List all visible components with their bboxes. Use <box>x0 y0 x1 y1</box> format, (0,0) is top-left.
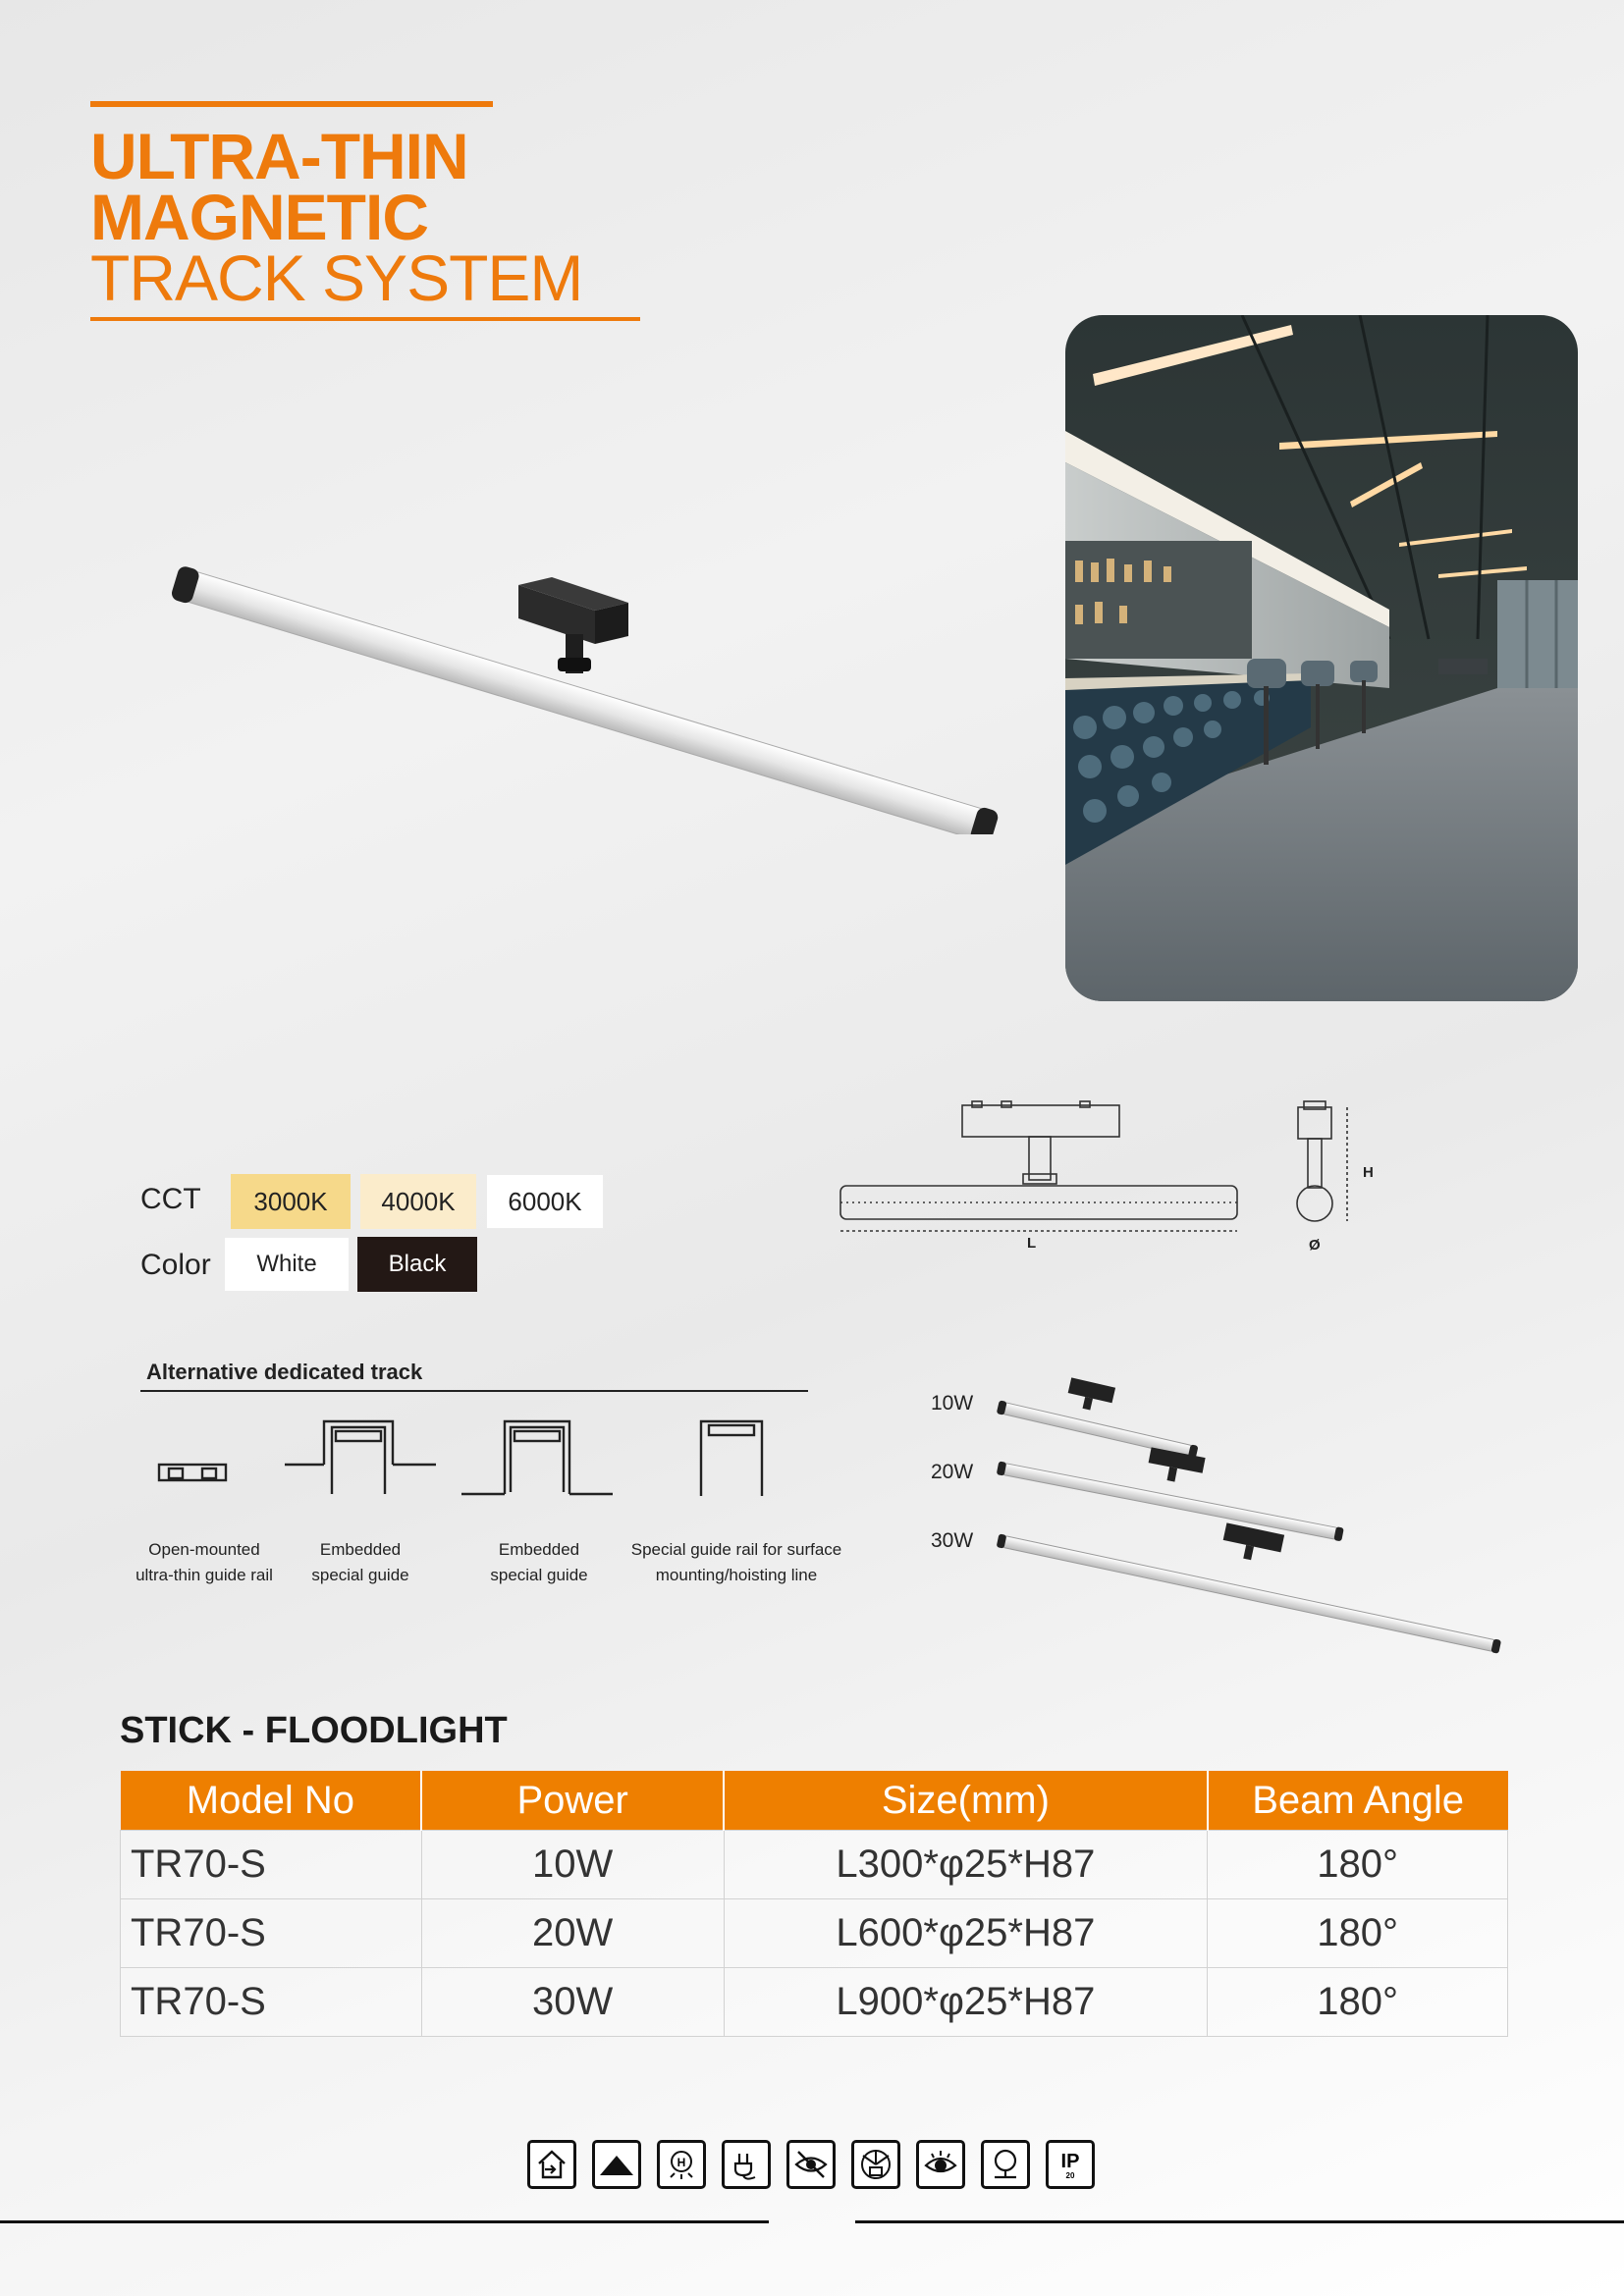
table-row <box>121 1831 1508 1899</box>
svg-text:H: H <box>677 2156 686 2169</box>
color-swatch-black: Black <box>357 1237 477 1292</box>
alt-track-title: Alternative dedicated track <box>146 1360 423 1384</box>
cell-size: L900*φ25*H87 <box>724 1968 1208 2037</box>
cell-power: 10W <box>421 1831 724 1899</box>
cell-model: TR70-S <box>121 1968 422 2037</box>
wide-beam-icon <box>851 2140 900 2189</box>
cell-size: L600*φ25*H87 <box>724 1899 1208 1968</box>
alt-track-caption-4: Special guide rail for surface mounting/hoisting line <box>630 1540 842 1584</box>
section-title: STICK - FLOODLIGHT <box>120 1710 508 1751</box>
cct-swatch-4000k: 4000K <box>360 1174 476 1229</box>
no-hazard-icon <box>657 2140 706 2189</box>
header-model: Model No <box>121 1771 422 1831</box>
title-top-rule <box>90 101 493 107</box>
cct-swatch-3000k: 3000K <box>231 1174 351 1229</box>
anti-glare-icon <box>786 2140 836 2189</box>
color-swatch-white: White <box>224 1237 350 1292</box>
cell-beam-angle: 180° <box>1208 1968 1508 2037</box>
alt-track-caption-1: Open-mounted ultra-thin guide rail <box>135 1540 273 1584</box>
header-power: Power <box>421 1771 724 1831</box>
cell-beam-angle: 180° <box>1208 1831 1508 1899</box>
footer-line-left <box>0 2220 769 2223</box>
footer-line-right <box>855 2220 1624 2223</box>
cell-beam-angle: 180° <box>1208 1899 1508 1968</box>
title-line-2: MAGNETIC <box>90 181 428 253</box>
cell-size: L300*φ25*H87 <box>724 1831 1208 1899</box>
color-label: Color <box>140 1249 211 1281</box>
variant-drawings <box>992 1374 1522 1688</box>
dimension-side-drawing <box>1286 1099 1375 1237</box>
indoor-icon <box>527 2140 576 2189</box>
title-line-1: ULTRA-THIN <box>90 120 468 192</box>
alt-track-rule <box>140 1390 808 1392</box>
spec-table <box>120 1771 1508 2037</box>
cell-power: 20W <box>421 1899 724 1968</box>
header-beam-angle: Beam Angle <box>1208 1771 1508 1831</box>
title-line-3: TRACK SYSTEM <box>90 241 583 314</box>
product-hero-image <box>167 550 1021 834</box>
ip20-icon <box>1046 2140 1095 2189</box>
dimension-diameter-label: Ø <box>1309 1237 1321 1254</box>
cct-label: CCT <box>140 1183 201 1215</box>
table-row <box>121 1968 1508 2037</box>
cell-power: 30W <box>421 1968 724 2037</box>
title-bottom-rule <box>90 317 640 321</box>
svg-text:20: 20 <box>1065 2171 1075 2180</box>
cct-swatch-6000k: 6000K <box>486 1174 604 1229</box>
eye-protection-icon <box>916 2140 965 2189</box>
cell-model: TR70-S <box>121 1899 422 1968</box>
ceiling-icon <box>592 2140 641 2189</box>
table-header-row <box>121 1771 1508 1831</box>
svg-text:IP: IP <box>1060 2151 1080 2172</box>
dimension-length-label: L <box>1027 1235 1037 1252</box>
track-profile-drawings <box>147 1414 776 1502</box>
feature-icons <box>527 2140 1095 2189</box>
eco-icon <box>981 2140 1030 2189</box>
variant-label-20w: 20W <box>931 1461 974 1483</box>
alt-track-caption-2: Embedded special guide <box>311 1540 409 1584</box>
variant-label-10w: 10W <box>931 1392 974 1415</box>
header-size: Size(mm) <box>724 1771 1208 1831</box>
variant-label-30w: 30W <box>931 1529 974 1552</box>
plug-in-icon <box>722 2140 771 2189</box>
alt-track-caption-3: Embedded special guide <box>490 1540 588 1584</box>
cell-model: TR70-S <box>121 1831 422 1899</box>
application-photo <box>1065 315 1578 1001</box>
dimension-height-label: H <box>1363 1164 1374 1181</box>
dimension-drawing <box>837 1099 1269 1256</box>
table-row <box>121 1899 1508 1968</box>
